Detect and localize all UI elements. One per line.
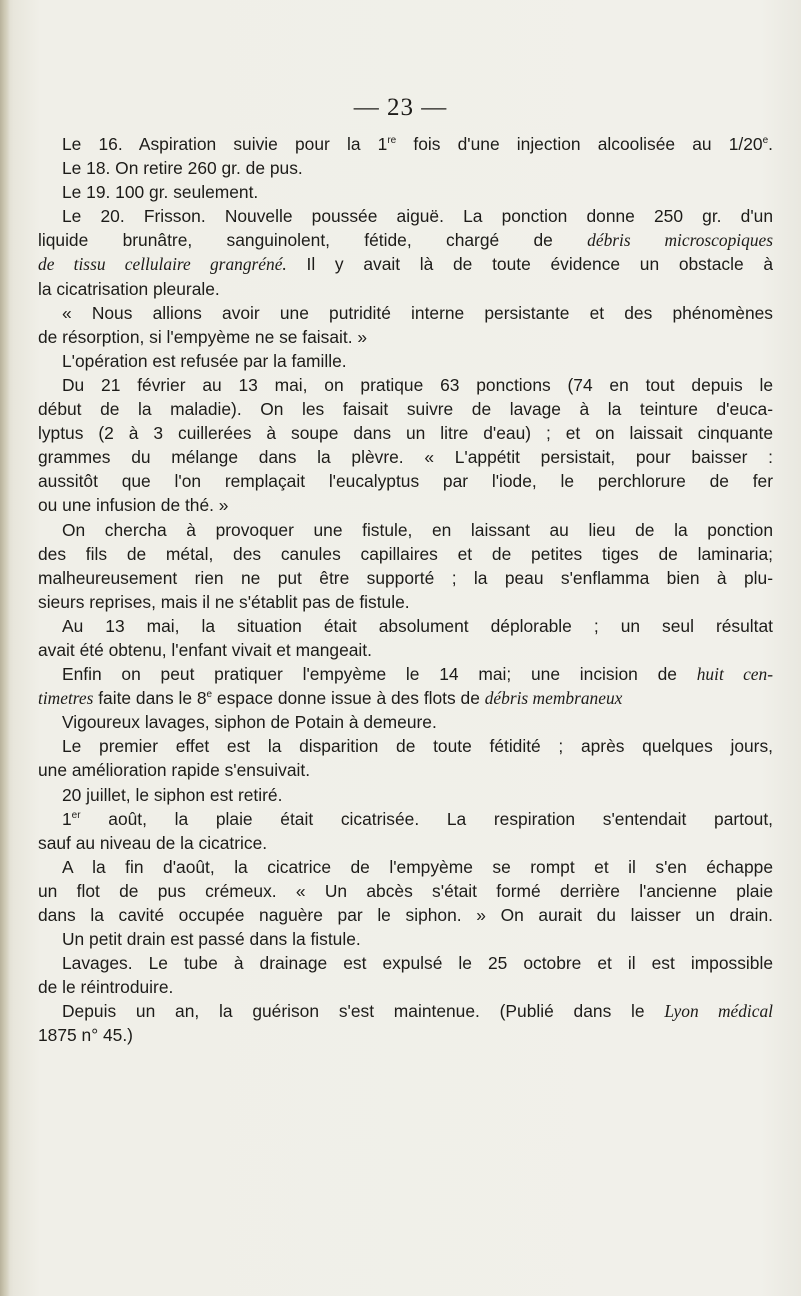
- text-line: [38, 590, 773, 614]
- text-line: [38, 999, 773, 1023]
- superscript: e: [206, 689, 213, 701]
- text-line: [38, 421, 773, 445]
- italic-text: huit cen-: [696, 664, 773, 685]
- text-run: Le 16. Aspiration suivie pour la 1: [62, 134, 388, 154]
- superscript: e: [762, 135, 769, 147]
- text-run: fois d'une injection alcoolisée au 1/20: [396, 134, 763, 154]
- text-run: lyptus (2 à 3 cuillerées à soupe dans un litre d'eau) ; et on laissait cinquante: [38, 423, 773, 444]
- text-run: Le 18. On retire 260 gr. de pus.: [62, 158, 303, 179]
- italic-text: débris microscopiques: [587, 230, 773, 251]
- text-run: ou une infusion de thé. »: [38, 495, 229, 516]
- text-run: grammes du mélange dans la plèvre. « L'appétit persistait, pour baisser :: [38, 447, 773, 468]
- text-run: Vigoureux lavages, siphon de Potain à demeure.: [62, 712, 437, 733]
- text-line: [38, 180, 773, 204]
- text-line: [38, 879, 773, 903]
- text-line: [38, 445, 773, 469]
- text-run: On chercha à provoquer une fistule, en laissant au lieu de la ponction: [62, 519, 773, 540]
- text-run: avait été obtenu, l'enfant vivait et mangeait.: [38, 639, 372, 660]
- superscript: er: [71, 809, 81, 821]
- text-line: [38, 686, 773, 710]
- italic-text: débris membraneux: [484, 688, 623, 709]
- text-line: [38, 349, 773, 373]
- text-run: la cicatrisation pleurale.: [38, 278, 220, 299]
- text-line: [38, 710, 773, 734]
- text-run: A la fin d'août, la cicatrice de l'empyème se rompt et il s'en échappe: [62, 856, 773, 877]
- text-run: aussitôt que l'on remplaçait l'eucalyptus par l'iode, le perchlorure de fer: [38, 471, 773, 492]
- text-run: Depuis un an, la guérison s'est maintenue. (Publié dans le: [62, 1001, 665, 1022]
- text-run: Lavages. Le tube à drainage est expulsé le 25 octobre et il est impossible: [62, 953, 773, 974]
- text-run: de résorption, si l'empyème ne se faisait. »: [38, 326, 368, 347]
- text-line: [38, 252, 773, 276]
- text-run: malheureusement rien ne put être supporté ; la peau s'enflamma bien à plu-: [38, 567, 773, 588]
- text-line: [38, 662, 773, 686]
- text-run: de le réintroduire.: [38, 977, 174, 998]
- text-run: 20 juillet, le siphon est retiré.: [62, 784, 283, 805]
- text-run: liquide brunâtre, sanguinolent, fétide, chargé de: [38, 230, 588, 251]
- text-run: Le 20. Frisson. Nouvelle poussée aiguë. La ponction donne 250 gr. d'un: [62, 206, 773, 227]
- text-run: Le premier effet est la disparition de toute fétidité ; après quelques jours,: [62, 736, 773, 757]
- text-line: [38, 951, 773, 975]
- text-line: [38, 927, 773, 951]
- text-line: [38, 638, 773, 662]
- text-line: [38, 325, 773, 349]
- text-run: sauf au niveau de la cicatrice.: [38, 832, 268, 853]
- text-line: [38, 397, 773, 421]
- text-line: [38, 903, 773, 927]
- body-text: [38, 132, 773, 1048]
- text-line: [38, 156, 773, 180]
- text-run: sieurs reprises, mais il ne s'établit pas de fistule.: [38, 591, 410, 612]
- text-line: [38, 831, 773, 855]
- text-line: [38, 493, 773, 517]
- text-run: 1: [62, 808, 72, 829]
- text-line: [38, 469, 773, 493]
- text-run: L'opération est refusée par la famille.: [62, 350, 347, 371]
- text-line: [38, 228, 773, 252]
- text-line: [38, 734, 773, 758]
- text-line: [38, 566, 773, 590]
- text-line: [38, 807, 773, 831]
- text-run: des fils de métal, des canules capillaires et de petites tiges de laminaria;: [38, 543, 773, 564]
- text-line: [38, 277, 773, 301]
- text-run: espace donne issue à des flots de: [212, 688, 485, 709]
- text-run: Au 13 mai, la situation était absolument déplorable ; un seul résultat: [62, 615, 773, 636]
- text-run: Il y avait là de toute évidence un obstacle à: [286, 254, 773, 275]
- text-line: [38, 614, 773, 638]
- italic-text: timetres: [38, 688, 94, 709]
- binding-edge: [0, 0, 10, 1296]
- text-line: [38, 855, 773, 879]
- text-line: [38, 758, 773, 782]
- text-run: dans la cavité occupée naguère par le siphon. » On aurait du laisser un drain.: [38, 905, 773, 925]
- text-run: un flot de pus crémeux. « Un abcès s'était formé derrière l'ancienne plaie: [38, 880, 773, 901]
- text-run: août, la plaie était cicatrisée. La respiration s'entendait partout,: [80, 808, 773, 829]
- page-number: — 23 —: [353, 94, 448, 121]
- superscript: re: [387, 135, 397, 147]
- text-run: Enfin on peut pratiquer l'empyème le 14 mai; une incision de: [62, 664, 697, 685]
- text-line: [38, 301, 773, 325]
- text-run: Un petit drain est passé dans la fistule.: [62, 929, 361, 950]
- text-run: faite dans le 8: [93, 688, 207, 709]
- text-run: .: [768, 134, 773, 154]
- italic-text: de tissu cellulaire grangréné.: [38, 254, 287, 275]
- text-line: [38, 1023, 773, 1047]
- text-line: [38, 518, 773, 542]
- text-line: [38, 132, 773, 156]
- text-line: [38, 783, 773, 807]
- text-line: [38, 975, 773, 999]
- text-run: une amélioration rapide s'ensuivait.: [38, 760, 311, 781]
- text-run: « Nous allions avoir une putridité interne persistante et des phénomènes: [62, 302, 773, 323]
- text-run: début de la maladie). On les faisait suivre de lavage à la teinture d'euca-: [38, 399, 773, 420]
- text-line: [38, 542, 773, 566]
- text-run: 1875 n° 45.): [38, 1025, 133, 1046]
- text-run: Le 19. 100 gr. seulement.: [62, 182, 259, 203]
- text-line: [38, 373, 773, 397]
- text-line: [38, 204, 773, 228]
- italic-text: Lyon médical: [664, 1001, 773, 1022]
- text-run: Du 21 février au 13 mai, on pratique 63 ponctions (74 en tout depuis le: [62, 374, 773, 395]
